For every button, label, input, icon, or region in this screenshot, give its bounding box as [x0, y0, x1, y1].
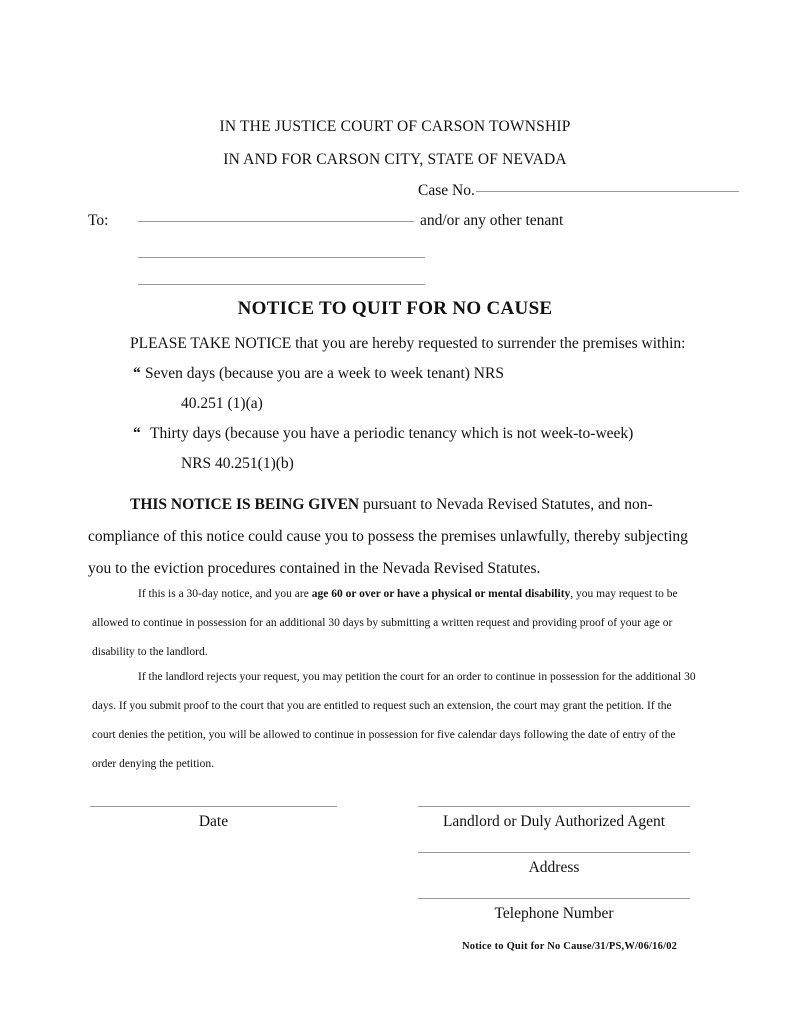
- case-number-blank[interactable]: [476, 191, 739, 192]
- option-thirty-days-label: Thirty days (because you have a periodic tenancy which is not week-to-week): [150, 425, 634, 442]
- fineprint-1-bold: age 60 or over or have a physical or mental disability: [311, 588, 571, 600]
- addressee-suffix: and/or any other tenant: [420, 212, 564, 229]
- signature-date: [90, 806, 337, 831]
- checkbox-icon[interactable]: “: [133, 425, 141, 442]
- court-heading-line-2: IN AND FOR CARSON CITY, STATE OF NEVADA: [223, 151, 567, 168]
- signature-address-caption: Address: [528, 859, 580, 876]
- lead-paragraph: PLEASE TAKE NOTICE that you are hereby requested to surrender the premises within:: [130, 335, 686, 352]
- option-seven-days-statute: 40.251 (1)(a): [181, 395, 263, 412]
- statute-notice-paragraph: [88, 489, 700, 585]
- option-thirty-days[interactable]: [88, 419, 700, 449]
- signature-date-caption: Date: [198, 813, 229, 830]
- case-number-row: [418, 182, 739, 200]
- signature-landlord-caption: Landlord or Duly Authorized Agent: [442, 813, 666, 830]
- address-line-1-blank[interactable]: [138, 257, 425, 258]
- signature-telephone-caption: Telephone Number: [494, 905, 614, 922]
- signature-landlord: [418, 806, 690, 831]
- fineprint-1-after: , you may request to be allowed to continue in possession for an additional 30 days by submitting a written request and providing proof of your age or disability to the landlord.: [92, 588, 678, 658]
- addressee-label: To:: [88, 212, 109, 229]
- statute-notice-lead: THIS NOTICE IS BEING GIVEN: [130, 496, 360, 513]
- notice-body: [88, 329, 700, 585]
- addressee-row: [88, 212, 700, 230]
- option-seven-days-label: Seven days (because you are a week to week tenant) NRS: [145, 365, 504, 382]
- court-heading-line-1: IN THE JUSTICE COURT OF CARSON TOWNSHIP: [219, 118, 571, 135]
- checkbox-icon[interactable]: “: [133, 365, 141, 382]
- option-thirty-days-statute: NRS 40.251(1)(b): [181, 455, 294, 472]
- option-seven-days[interactable]: [88, 359, 700, 389]
- fineprint-age-disability: [92, 580, 696, 667]
- signature-telephone: [418, 898, 690, 923]
- statute-notice-rest: pursuant to Nevada Revised Statutes, and non-compliance of this notice could cause you to possess the premises unlawfully, thereby subjecting you to the eviction procedures contained in the Nevada Revised Statutes.: [88, 496, 688, 577]
- fineprint-1-before: If this is a 30-day notice, and you are: [138, 588, 312, 600]
- case-number-label: Case No.: [418, 182, 475, 199]
- fineprint-petition: [92, 663, 696, 779]
- notice-title: NOTICE TO QUIT FOR NO CAUSE: [237, 298, 553, 319]
- addressee-name-blank[interactable]: [138, 221, 414, 222]
- form-code: Notice to Quit for No Cause/31/PS,W/06/16/02: [462, 941, 678, 952]
- fineprint-2-text: If the landlord rejects your request, you may petition the court for an order to continue in possession for the additional 30 days. If you submit proof to the court that you are entitled to request such an extension, the court may grant the petition. If the court denies the petition, you will be allowed to continue in possession for five calendar days following the date of entry of the order denying the petition.: [92, 671, 696, 770]
- address-line-2-blank[interactable]: [138, 284, 425, 285]
- signature-address: [418, 852, 690, 877]
